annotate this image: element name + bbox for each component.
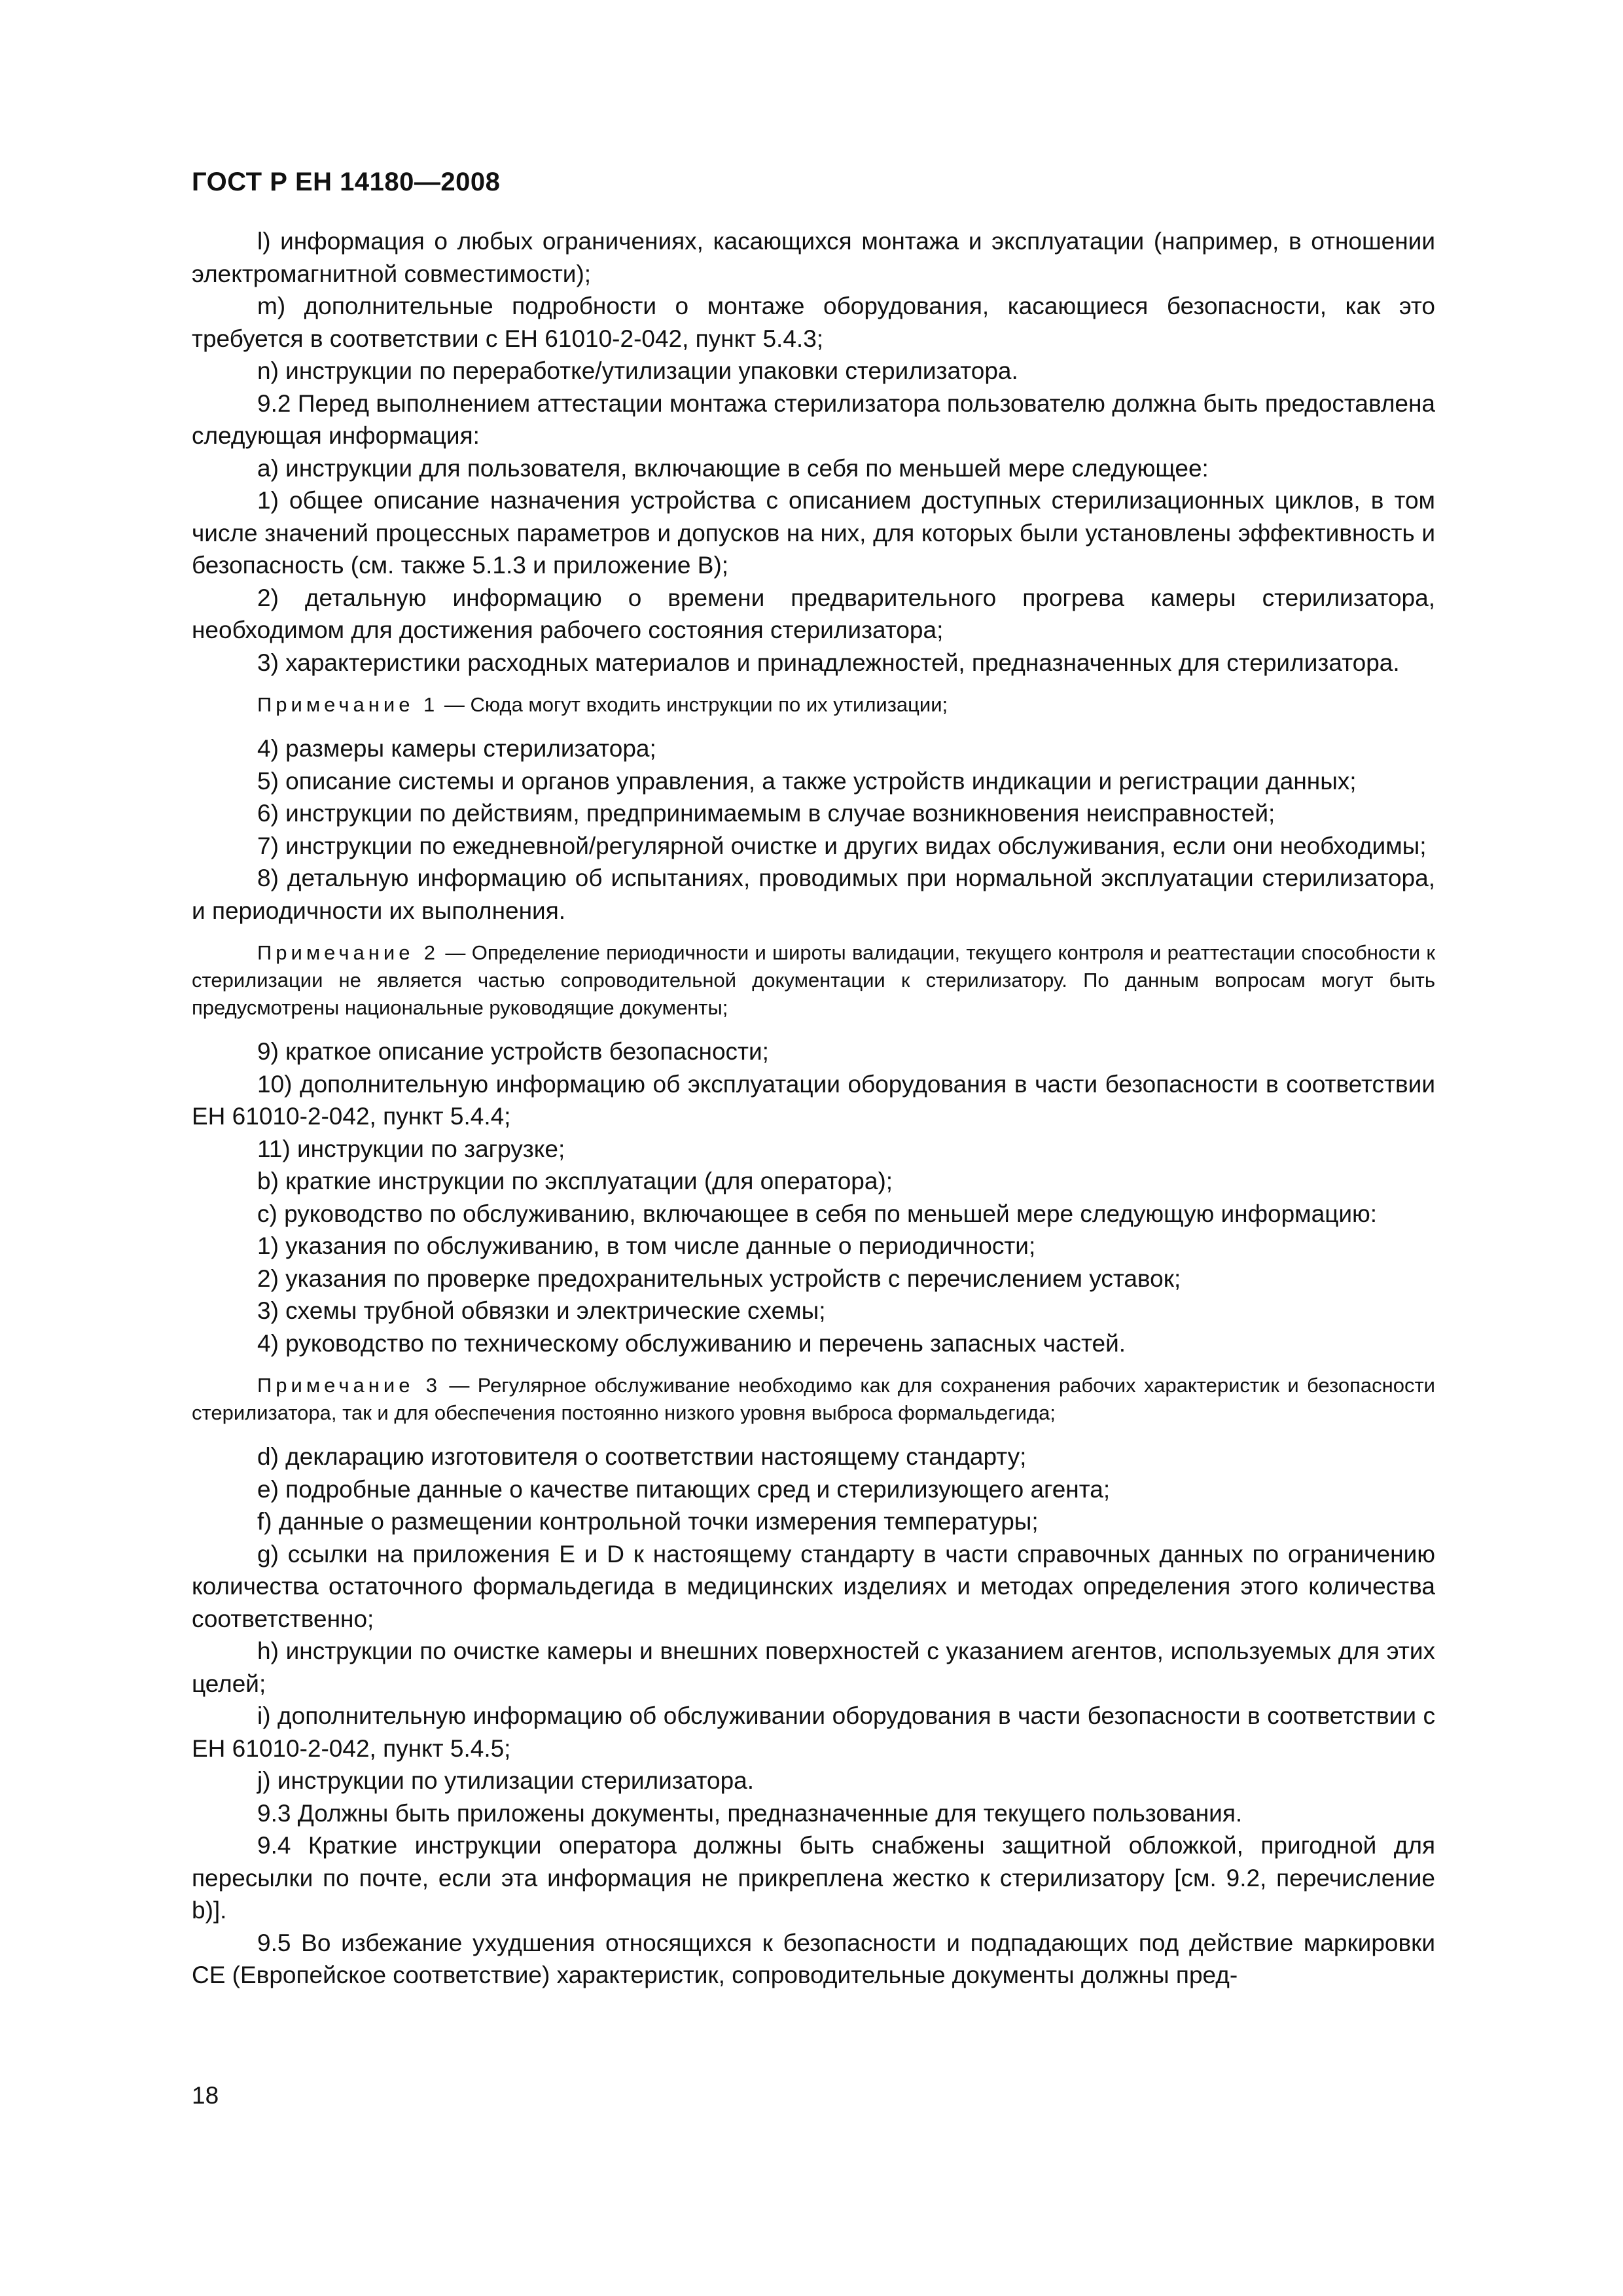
sub-item-a-2: 2) детальную информацию о времени предварительного прогрева камеры стерилизатора, необходимом для достижения рабочего состояния стерилизатора;	[192, 584, 1435, 643]
clause-9-5: 9.5 Во избежание ухудшения относящихся к безопасности и подпадающих под действие маркировки СЕ (Европейское соответствие) характеристик, сопроводительные документы должны пред-	[192, 1929, 1435, 1988]
note-label: Примечание 1	[257, 693, 439, 716]
list-item-f: f) данные о размещении контрольной точки измерения температуры;	[257, 1508, 1039, 1535]
note-text: — Определение периодичности и широты валидации, текущего контроля и реаттестации способности к стерилизации не является частью сопроводительной документации к стерилизатору. По данным вопросам могут быть предусмотрены национальные руководящие документы;	[192, 941, 1435, 1019]
list-item-j: j) инструкции по утилизации стерилизатора.	[257, 1767, 755, 1794]
sub-item-a-10: 10) дополнительную информацию об эксплуатации оборудования в части безопасности в соответствии ЕН 61010-2-042, пункт 5.4.4;	[192, 1070, 1435, 1130]
sub-item-a-9: 9) краткое описание устройств безопасности;	[257, 1038, 769, 1065]
document-body	[192, 225, 1435, 1992]
sub-item-a-6: 6) инструкции по действиям, предпринимаемым в случае возникновения неисправностей;	[257, 800, 1275, 827]
list-item-l: l) информация о любых ограничениях, касающихся монтажа и эксплуатации (например, в отношении электромагнитной совместимости);	[192, 228, 1435, 287]
sub-item-c-4: 4) руководство по техническому обслуживанию и перечень запасных частей.	[257, 1329, 1126, 1357]
list-item-b: b) краткие инструкции по эксплуатации (для оператора);	[257, 1168, 893, 1194]
note-label: Примечание 2	[257, 941, 440, 964]
clause-9-4: 9.4 Краткие инструкции оператора должны быть снабжены защитной обложкой, пригодной для пересылки по почте, если эта информация не прикреплена жестко к стерилизатору [см. 9.2, перечисление b)].	[192, 1832, 1435, 1924]
document-header: ГОСТ Р ЕН 14180—2008	[192, 168, 501, 196]
list-item-d: d) декларацию изготовителя о соответствии настоящему стандарту;	[257, 1443, 1027, 1470]
note-text: — Регулярное обслуживание необходимо как для сохранения рабочих характеристик и безопасности стерилизатора, так и для обеспечения постоянно низкого уровня выброса формальдегида;	[192, 1374, 1435, 1424]
list-item-g: g) ссылки на приложения Е и D к настоящему стандарту в части справочных данных по ограничению количества остаточного формальдегида в медицинских изделиях и методах определения этого количества соответственно;	[192, 1540, 1435, 1632]
sub-item-a-8: 8) детальную информацию об испытаниях, проводимых при нормальной эксплуатации стерилизатора, и периодичности их выполнения.	[192, 865, 1435, 924]
list-item-m: m) дополнительные подробности о монтаже оборудования, касающиеся безопасности, как это требуется в соответствии с ЕН 61010-2-042, пункт 5.4.3;	[192, 293, 1435, 352]
list-item-h: h) инструкции по очистке камеры и внешних поверхностей с указанием агентов, используемых для этих целей;	[192, 1638, 1435, 1697]
note-label: Примечание 3	[257, 1374, 442, 1397]
list-item-c: c) руководство по обслуживанию, включающее в себя по меньшей мере следующую информацию:	[257, 1200, 1378, 1227]
note-1	[192, 691, 1435, 719]
sub-item-c-2: 2) указания по проверке предохранительных устройств с перечислением уставок;	[257, 1265, 1181, 1292]
list-item-a: a) инструкции для пользователя, включающие в себя по меньшей мере следующее:	[257, 454, 1209, 482]
sub-item-a-11: 11) инструкции по загрузке;	[257, 1135, 565, 1162]
sub-item-a-7: 7) инструкции по ежедневной/регулярной очистке и других видах обслуживания, если они необходимы;	[257, 832, 1427, 859]
sub-item-c-1: 1) указания по обслуживанию, в том числе данные о периодичности;	[257, 1232, 1036, 1259]
note-2	[192, 939, 1435, 1022]
clause-9-2: 9.2 Перед выполнением аттестации монтажа стерилизатора пользователю должна быть предоставлена следующая информация:	[192, 389, 1435, 449]
list-item-e: e) подробные данные о качестве питающих сред и стерилизующего агента;	[257, 1475, 1111, 1503]
page-number: 18	[192, 2082, 219, 2109]
sub-item-a-1: 1) общее описание назначения устройства с описанием доступных стерилизационных циклов, в том числе значений процессных параметров и допусков на них, для которых были установлены эффективность и безопасность (см. также 5.1.3 и приложение В);	[192, 487, 1435, 579]
clause-9-3: 9.3 Должны быть приложены документы, предназначенные для текущего пользования.	[257, 1799, 1243, 1827]
sub-item-a-3: 3) характеристики расходных материалов и принадлежностей, предназначенных для стерилизатора.	[257, 649, 1400, 676]
sub-item-c-3: 3) схемы трубной обвязки и электрические схемы;	[257, 1297, 826, 1324]
list-item-n: n) инструкции по переработке/утилизации упаковки стерилизатора.	[257, 357, 1018, 384]
note-3	[192, 1372, 1435, 1427]
list-item-i: i) дополнительную информацию об обслуживании оборудования в части безопасности в соответствии с ЕН 61010-2-042, пункт 5.4.5;	[192, 1702, 1435, 1762]
sub-item-a-5: 5) описание системы и органов управления, а также устройств индикации и регистрации данных;	[257, 767, 1357, 795]
note-text: — Сюда могут входить инструкции по их утилизации;	[438, 693, 948, 716]
sub-item-a-4: 4) размеры камеры стерилизатора;	[257, 735, 656, 762]
